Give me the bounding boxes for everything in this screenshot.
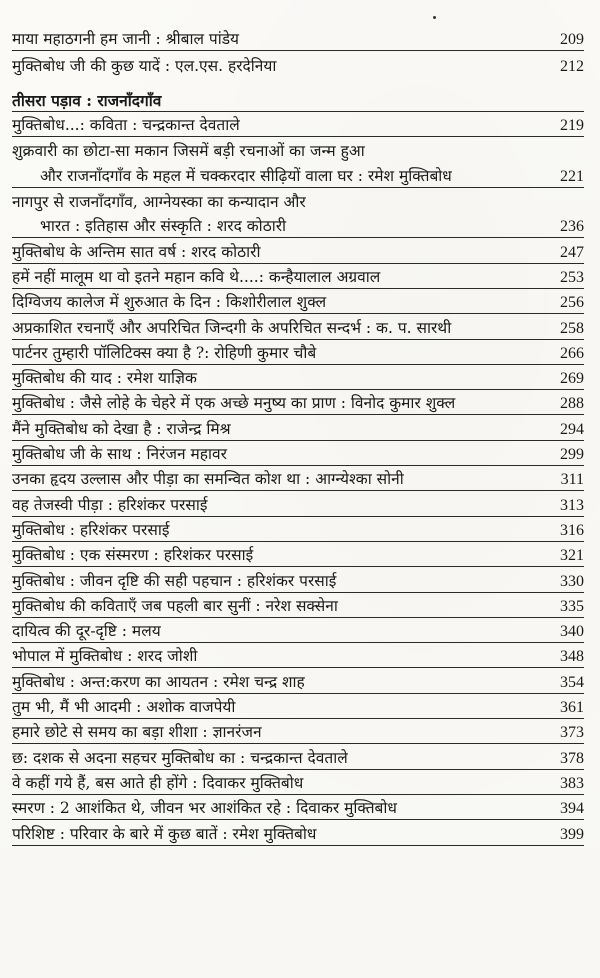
- toc-entry: [12, 719, 584, 744]
- toc-entry: [12, 390, 584, 415]
- toc-entry: [12, 137, 584, 162]
- toc-entry-title: मुक्तिबोध जी की कुछ यादें : एल.एस. हरदेनिया: [12, 56, 277, 75]
- toc-entry-page-number: 316: [560, 521, 584, 539]
- toc-entry-page-number: 394: [560, 800, 584, 818]
- toc-entry: [12, 314, 584, 339]
- toc-entry-title: दायित्व की दूर-दृष्टि : मलय: [12, 622, 161, 641]
- toc-entry-title: मुक्तिबोध की याद : रमेश याज्ञिक: [12, 369, 197, 388]
- toc-entry: [12, 542, 584, 567]
- toc-entry: [12, 593, 584, 618]
- toc-entry-page-number: 256: [560, 294, 584, 312]
- table-of-contents: [12, 26, 584, 846]
- toc-entry-title: दिग्विजय कालेज में शुरुआत के दिन : किशोरीलाल शुक्ल: [12, 293, 327, 312]
- toc-entry: [12, 517, 584, 542]
- toc-entry-title: मुक्तिबोध जी के साथ : निरंजन महावर: [12, 445, 227, 464]
- toc-entry-page-number: 378: [560, 749, 584, 767]
- toc-entry: [12, 618, 584, 643]
- toc-entry-title: वह तेजस्वी पीड़ा : हरिशंकर परसाई: [12, 495, 208, 514]
- toc-entry: [12, 795, 584, 820]
- toc-entry: [12, 491, 584, 516]
- toc-entry-title: मुक्तिबोध की कविताएँ जब पहली बार सुनीं : नरेश सक्सेना: [12, 596, 338, 615]
- toc-entry: [12, 112, 584, 137]
- toc-entry-page-number: 361: [560, 699, 584, 717]
- toc-entry: [12, 441, 584, 466]
- toc-entry: [12, 289, 584, 314]
- toc-entry-title: उनका हृदय उल्लास और पीड़ा का समन्वित कोश था : आग्न्येश्का सोनी: [12, 470, 404, 489]
- toc-entry: [12, 340, 584, 365]
- toc-entry-page-number: 399: [560, 825, 584, 843]
- toc-entry: [12, 466, 584, 491]
- section-heading: [12, 87, 584, 112]
- toc-entry: [12, 415, 584, 440]
- toc-entry-title: स्मरण : 2 आशंकित थे, जीवन भर आशंकित रहे : दिवाकर मुक्तिबोध: [12, 799, 397, 818]
- toc-entry-title: मुक्तिबोध : एक संस्मरण : हरिशंकर परसाई: [12, 546, 254, 565]
- toc-entry-title: मुक्तिबोध...: कविता : चन्द्रकान्त देवताले: [12, 116, 240, 135]
- toc-entry-title: और राजनाँदगाँव के महल में चक्करदार सीढ़ियों वाला घर : रमेश मुक्तिबोध: [40, 166, 452, 185]
- toc-entry-title: मुक्तिबोध : जीवन दृष्टि की सही पहचान : हरिशंकर परसाई: [12, 571, 337, 590]
- toc-entry-page-number: 383: [560, 774, 584, 792]
- toc-entry-page-number: 236: [560, 218, 584, 236]
- toc-entry-title: मुक्तिबोध : हरिशंकर परसाई: [12, 520, 170, 539]
- toc-entry-title: अप्रकाशित रचनाएँ और अपरिचित जिन्दगी के अपरिचित सन्दर्भ : क. प. सारथी: [12, 318, 452, 337]
- toc-entry-page-number: 269: [560, 370, 584, 388]
- toc-entry: [12, 188, 584, 213]
- toc-entry: [12, 770, 584, 795]
- toc-entry-title: वे कहीं गये हैं, बस आते ही होंगे : दिवाकर मुक्तिबोध: [12, 773, 304, 792]
- toc-entry: [12, 694, 584, 719]
- toc-entry: [12, 264, 584, 289]
- toc-entry-page-number: 311: [560, 471, 584, 489]
- toc-entry-title: पार्टनर तुम्हारी पॉलिटिक्स क्या है ?: रोहिणी कुमार चौबे: [12, 343, 317, 362]
- toc-entry-title: मुक्तिबोध : जैसे लोहे के चेहरे में एक अच्छे मनुष्य का प्राण : विनोद कुमार शुक्ल: [12, 394, 456, 413]
- toc-entry: [12, 820, 584, 845]
- toc-entry-page-number: 288: [560, 395, 584, 413]
- toc-entry: [12, 238, 584, 263]
- toc-entry-page-number: 209: [560, 31, 584, 49]
- toc-entry: [12, 51, 584, 76]
- toc-entry: [12, 668, 584, 693]
- toc-entry-page-number: 258: [560, 319, 584, 337]
- toc-entry-page-number: 354: [560, 673, 584, 691]
- toc-entry-title: माया महाठगनी हम जानी : श्रीबाल पांडेय: [12, 30, 240, 49]
- toc-entry-title: हमें नहीं मालूम था वो इतने महान कवि थे....: कन्हैयालाल अग्रवाल: [12, 267, 381, 286]
- toc-entry: [12, 162, 584, 187]
- toc-entry-page-number: 299: [560, 446, 584, 464]
- toc-entry-page-number: 340: [560, 623, 584, 641]
- toc-entry-page-number: 266: [560, 344, 584, 362]
- toc-entry-title: मैंने मुक्तिबोध को देखा है : राजेन्द्र मिश्र: [12, 419, 231, 438]
- toc-entry: [12, 213, 584, 238]
- toc-entry: [12, 567, 584, 592]
- toc-entry-page-number: 221: [560, 167, 584, 185]
- toc-entry-page-number: 247: [560, 243, 584, 261]
- toc-entry: [12, 365, 584, 390]
- toc-entry-page-number: 321: [560, 547, 584, 565]
- toc-entry-title: छ: दशक से अदना सहचर मुक्तिबोध का : चन्द्रकान्त देवताले: [12, 748, 348, 767]
- toc-entry-page-number: 335: [560, 597, 584, 615]
- toc-entry-title: मुक्तिबोध के अन्तिम सात वर्ष : शरद कोठारी: [12, 242, 261, 261]
- toc-entry-page-number: 348: [560, 648, 584, 666]
- toc-entry-page-number: 294: [560, 420, 584, 438]
- toc-entry-page-number: 212: [560, 57, 584, 75]
- toc-entry-title: हमारे छोटे से समय का बड़ा शीशा : ज्ञानरंजन: [12, 723, 262, 742]
- toc-entry-page-number: 219: [560, 117, 584, 135]
- toc-entry-title: भारत : इतिहास और संस्कृति : शरद कोठारी: [40, 217, 287, 236]
- toc-entry-title: परिशिष्ट : परिवार के बारे में कुछ बातें : रमेश मुक्तिबोध: [12, 824, 317, 843]
- toc-entry-page-number: 373: [560, 724, 584, 742]
- toc-entry-title: तीसरा पड़ाव : राजनाँदगाँव: [12, 90, 162, 110]
- toc-entry-page-number: 330: [560, 572, 584, 590]
- toc-entry: [12, 744, 584, 769]
- toc-entry-title: नागपुर से राजनाँदगाँव, आग्नेयस्का का कन्यादान और: [12, 193, 306, 212]
- toc-entry-page-number: 253: [560, 268, 584, 286]
- toc-entry: [12, 643, 584, 668]
- toc-entry-title: तुम भी, मैं भी आदमी : अशोक वाजपेयी: [12, 698, 236, 717]
- toc-entry-title: मुक्तिबोध : अन्त:करण का आयतन : रमेश चन्द्र शाह: [12, 672, 305, 691]
- toc-entry-title: भोपाल में मुक्तिबोध : शरद जोशी: [12, 647, 198, 666]
- toc-entry-page-number: 313: [560, 496, 584, 514]
- toc-entry-title: शुक्रवारी का छोटा-सा मकान जिसमें बड़ी रचनाओं का जन्म हुआ: [12, 142, 365, 161]
- ink-speck: [433, 16, 436, 19]
- toc-entry: [12, 26, 584, 51]
